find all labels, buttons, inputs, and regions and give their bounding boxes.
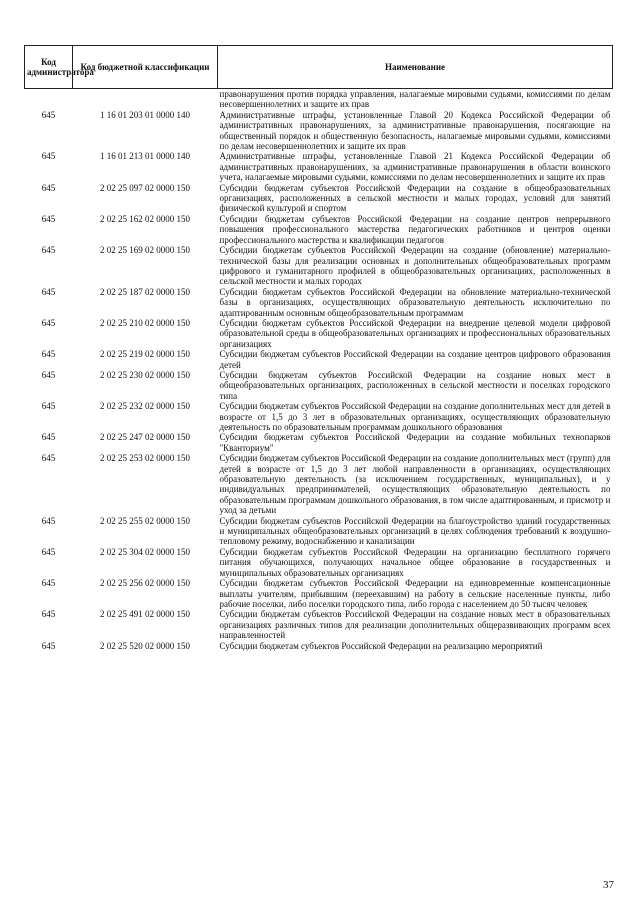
admin-code-cell: 645 <box>41 432 56 443</box>
kbk-cell: 2 02 25 187 02 0000 150 <box>100 286 190 297</box>
admin-code-cell: 645 <box>41 109 56 120</box>
name-cell: Субсидии бюджетам субъектов Российской Федерации на внедрение целевой модели цифровой образовательной среды в общеобразовательных организациях и профессиональных образовательных организациях <box>219 317 611 349</box>
admin-code-cell: 645 <box>41 286 56 297</box>
page-number: 37 <box>603 879 614 891</box>
name-cell: Субсидии бюджетам субъектов Российской Федерации на благоустройство зданий государственных и муниципальных общеобразовательных организаций в целях соблюдения требований к воздушно-тепловому режиму, водоснабжению и канализации <box>219 515 611 547</box>
table-row <box>25 214 613 245</box>
kbk-cell: 2 02 25 247 02 0000 150 <box>100 432 190 443</box>
kbk-cell: 2 02 25 169 02 0000 150 <box>100 245 190 256</box>
header-admin-code: Код администратора <box>25 46 73 89</box>
name-cell: Субсидии бюджетам субъектов Российской Федерации на обновление материально-технической базы в организациях, осуществляющих образовательную деятельность исключительно по адаптированным основным общеобразовательным программам <box>219 286 611 318</box>
kbk-cell: 2 02 25 097 02 0000 150 <box>100 182 190 193</box>
name-cell: Субсидии бюджетам субъектов Российской Федерации на создание центров непрерывного повышения профессионального мастерства педагогических работников и центров оценки профессионального мастерства и квалификации педагогов <box>219 213 611 245</box>
name-cell: Субсидии бюджетам субъектов Российской Федерации на организацию бесплатного горячего питания обучающихся, получающих начальное общее образование в государственных и муниципальных образовательных организациях <box>219 546 611 578</box>
table-row <box>25 151 613 182</box>
table-row <box>25 516 613 547</box>
admin-code-cell: 645 <box>41 453 56 464</box>
admin-code-cell: 645 <box>41 369 56 380</box>
table-row <box>25 349 613 370</box>
name-cell: Субсидии бюджетам субъектов Российской Федерации на реализацию мероприятий <box>219 640 543 651</box>
admin-code-cell: 645 <box>41 515 56 526</box>
kbk-cell: 2 02 25 230 02 0000 150 <box>100 369 190 380</box>
kbk-cell: 2 02 25 219 02 0000 150 <box>100 349 190 360</box>
admin-code-cell: 645 <box>41 609 56 620</box>
kbk-cell: 2 02 25 210 02 0000 150 <box>100 317 190 328</box>
admin-code-cell: 645 <box>41 213 56 224</box>
table-row <box>25 401 613 432</box>
table-row <box>25 110 613 152</box>
name-cell: Субсидии бюджетам субъектов Российской Федерации на единовременные компенсационные выплаты учителям, прибывшим (переехавшим) на работу в сельские населенные пункты, либо рабочие поселки, либо поселки городского типа, либо города с населением до 50 тысяч человек <box>219 578 611 609</box>
admin-code-cell: 645 <box>41 578 56 589</box>
name-cell: Субсидии бюджетам субъектов Российской Федерации на создание центров цифрового образования детей <box>219 349 611 370</box>
table-row <box>25 287 613 318</box>
name-cell: Субсидии бюджетам субъектов Российской Федерации на создание дополнительных мест (групп) для детей в возрасте от 1,5 до 3 лет любой направленности в организациях, осуществляющих образовательную деятельность (за исключением государственных, муниципальных), и у индивидуальных предпринимателей, осуществляющих образовательную деятельность по образовательным программам дошкольного образования, в том числе адаптированным, и присмотр и уход за детьми <box>219 453 611 516</box>
name-cell: Субсидии бюджетам субъектов Российской Федерации на создание новых мест в общеобразовательных организациях, расположенных в сельской местности и поселках городского типа <box>219 369 611 401</box>
admin-code-cell: 645 <box>41 349 56 360</box>
kbk-cell: 2 02 25 491 02 0000 150 <box>100 609 190 620</box>
admin-code-cell: 645 <box>41 640 56 651</box>
kbk-cell: 2 02 25 304 02 0000 150 <box>100 546 190 557</box>
admin-code-cell: 645 <box>41 151 56 162</box>
admin-code-cell: 645 <box>41 182 56 193</box>
name-cell: Субсидии бюджетам субъектов Российской Федерации на создание мобильных технопарков "Кванториум" <box>219 432 611 453</box>
table-row <box>25 370 613 401</box>
table-row <box>25 578 613 609</box>
name-cell: Субсидии бюджетам субъектов Российской Федерации на создание в общеобразовательных организациях, расположенных в сельской местности и малых городах, условий для занятий физической культурой и спортом <box>219 182 611 214</box>
kbk-cell: 2 02 25 232 02 0000 150 <box>100 401 190 412</box>
kbk-cell: 2 02 25 162 02 0000 150 <box>100 213 190 224</box>
name-cell: Субсидии бюджетам субъектов Российской Федерации на создание новых мест в образовательных организациях различных типов для реализации дополнительных общеразвивающих программ всех направленностей <box>219 609 611 641</box>
table-row <box>25 609 613 640</box>
document-page <box>24 45 612 651</box>
name-cell: Субсидии бюджетам субъектов Российской Федерации на создание (обновление) материально-технической базы для реализации основных и дополнительных общеобразовательных программ цифрового и гуманитарного профилей в общеобразовательных организациях, расположенных в сельской местности и малых городах <box>219 245 611 287</box>
kbk-cell: 2 02 25 256 02 0000 150 <box>100 578 190 589</box>
kbk-cell: 1 16 01 203 01 0000 140 <box>100 109 190 120</box>
kbk-cell: 1 16 01 213 01 0000 140 <box>100 151 190 162</box>
kbk-cell: 2 02 25 255 02 0000 150 <box>100 515 190 526</box>
admin-code-cell: 645 <box>41 317 56 328</box>
name-cell: Субсидии бюджетам субъектов Российской Федерации на создание дополнительных мест для детей в возрасте от 1,5 до 3 лет в образовательных организациях, осуществляющих образовательную деятельность по образовательным программам дошкольного образования <box>219 401 611 432</box>
continuation-text: правонарушения против порядка управления, налагаемые мировыми судьями, комиссиями по делам несовершеннолетних и защите их прав <box>219 89 611 110</box>
admin-code-cell: 645 <box>41 401 56 412</box>
continuation-row <box>25 89 613 110</box>
table-row <box>25 245 613 287</box>
table-row <box>25 453 613 515</box>
table-header-row <box>25 46 613 89</box>
admin-code-cell: 645 <box>41 546 56 557</box>
table-row <box>25 432 613 453</box>
admin-code-cell: 645 <box>41 245 56 256</box>
header-kbk: Код бюджетной классификации <box>73 46 218 89</box>
name-cell: Административные штрафы, установленные Главой 21 Кодекса Российской Федерации об административных правонарушениях, за административные правонарушения в области воинского учета, налагаемые мировыми судьями, комиссиями по делам несовершеннолетних и защите их прав <box>219 151 611 183</box>
table-row <box>25 547 613 578</box>
budget-codes-table <box>24 45 613 651</box>
header-name: Наименование <box>218 46 613 89</box>
kbk-cell: 2 02 25 253 02 0000 150 <box>100 453 190 464</box>
kbk-cell: 2 02 25 520 02 0000 150 <box>100 640 190 651</box>
table-row <box>25 318 613 349</box>
name-cell: Административные штрафы, установленные Главой 20 Кодекса Российской Федерации об административных правонарушениях, за административные правонарушения, посягающие на общественный порядок и общественную безопасность, налагаемые мировыми судьями, комиссиями по делам несовершеннолетних и защите их прав <box>219 109 611 152</box>
table-row <box>25 641 613 651</box>
table-row <box>25 183 613 214</box>
